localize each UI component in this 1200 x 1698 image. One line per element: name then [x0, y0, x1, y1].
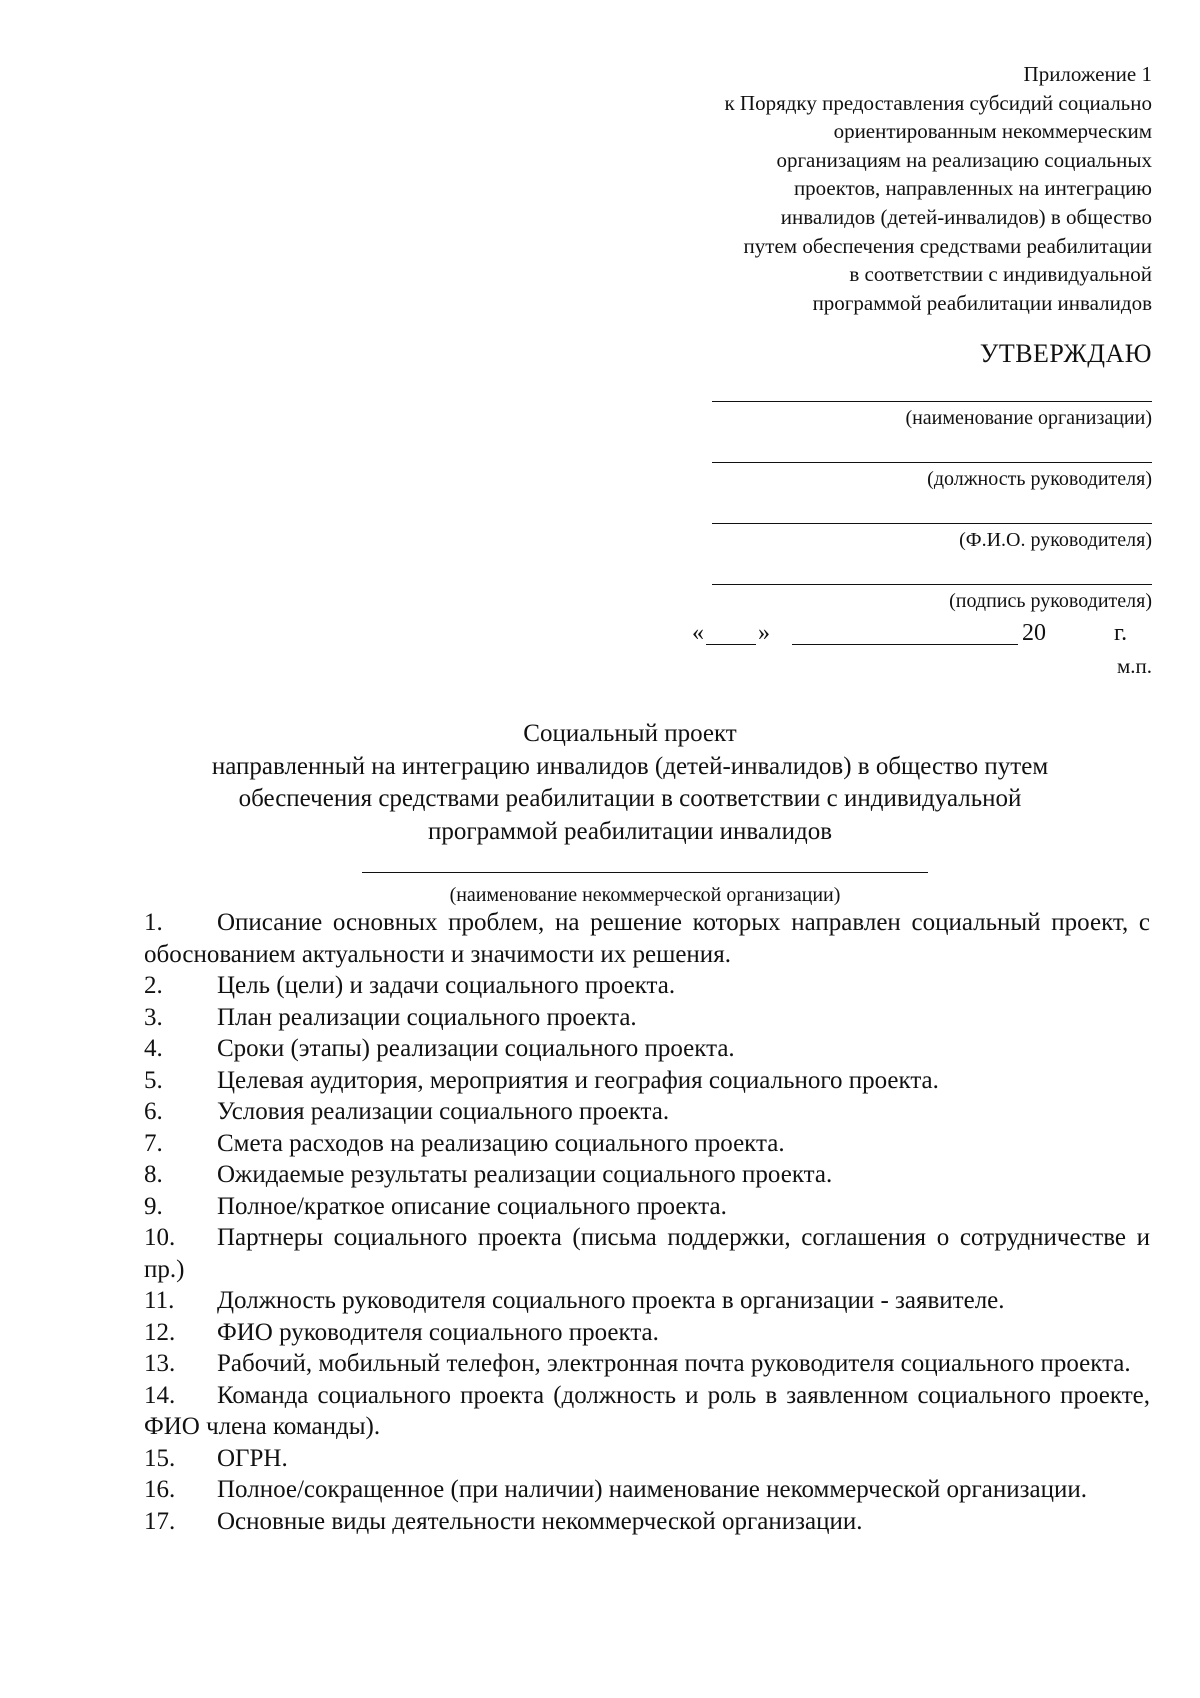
- item-text: Команда социального проекта (должность и роль в заявленном социального проекте, ФИО члена команды).: [144, 1381, 1150, 1440]
- project-title-line: программой реабилитации инвалидов: [427, 817, 833, 845]
- appendix-line: проектов, направленных на интеграцию: [793, 176, 1152, 201]
- approval-title: УТВЕРЖДАЮ: [979, 339, 1152, 368]
- item-text: ОГРН.: [217, 1444, 288, 1472]
- signature-line-position: [712, 434, 1152, 463]
- project-title-line: обеспечения средствами реабилитации в соответствии с индивидуальной: [238, 785, 1022, 812]
- project-title-line: Социальный проект: [523, 720, 737, 747]
- item-text: Полное/краткое описание социального проекта.: [217, 1192, 727, 1220]
- list-item: [144, 1065, 1150, 1097]
- item-text: Партнеры социального проекта (письма поддержки, соглашения о сотрудничестве и пр.): [144, 1224, 1150, 1283]
- appendix-header: [592, 60, 1152, 317]
- signature-line-name: [712, 495, 1152, 524]
- item-number: 3.: [144, 1003, 163, 1031]
- item-text: Должность руководителя социального проекта в организации - заявителе.: [217, 1287, 1005, 1314]
- appendix-line: ориентированным некоммерческим: [833, 119, 1152, 144]
- item-text: ФИО руководителя социального проекта.: [217, 1318, 659, 1346]
- item-text: Целевая аудитория, мероприятия и география социального проекта.: [217, 1066, 939, 1094]
- list-item: [144, 1191, 1150, 1223]
- appendix-line: в соответствии с индивидуальной: [849, 262, 1152, 287]
- item-text: Рабочий, мобильный телефон, электронная почта руководителя социального проекта.: [217, 1350, 1131, 1377]
- list-item: [144, 1222, 1150, 1285]
- list-item: [144, 1443, 1150, 1475]
- project-items-list: [144, 907, 1150, 1537]
- item-text: Основные виды деятельности некоммерческой организации.: [217, 1507, 863, 1535]
- item-number: 1.: [144, 909, 163, 936]
- head-position-label: (должность руководителя): [927, 468, 1152, 490]
- list-item: [144, 1380, 1150, 1443]
- item-number: 11.: [144, 1287, 175, 1314]
- item-number: 4.: [144, 1035, 163, 1062]
- item-number: 13.: [144, 1350, 176, 1377]
- item-text: Смета расходов на реализацию социального проекта.: [217, 1129, 785, 1157]
- approval-date-row: [692, 616, 1152, 650]
- appendix-line: организациям на реализацию социальных: [776, 147, 1152, 172]
- list-item: [144, 1096, 1150, 1128]
- item-number: 9.: [144, 1192, 163, 1220]
- item-text: План реализации социального проекта.: [217, 1003, 637, 1031]
- list-item: [144, 1159, 1150, 1191]
- item-number: 5.: [144, 1066, 163, 1094]
- list-item: [144, 1506, 1150, 1538]
- appendix-line: к Порядку предоставления субсидий социально: [724, 90, 1152, 115]
- appendix-line: программой реабилитации инвалидов: [812, 290, 1152, 315]
- item-number: 8.: [144, 1161, 163, 1188]
- list-item: [144, 1317, 1150, 1349]
- year-suffix: г.: [1114, 620, 1128, 646]
- list-item: [144, 970, 1150, 1002]
- date-close-quote: »: [758, 620, 770, 646]
- list-item: [144, 1285, 1150, 1317]
- signature-line-organization: [712, 371, 1152, 402]
- item-number: 16.: [144, 1476, 176, 1503]
- item-text: Условия реализации социального проекта.: [217, 1098, 670, 1125]
- appendix-line: путем обеспечения средствами реабилитации: [743, 233, 1152, 258]
- nonprofit-name-label: (наименование некоммерческой организации): [449, 884, 841, 906]
- organization-name-label: (наименование организации): [905, 407, 1152, 429]
- signature-line-signature: [712, 556, 1152, 585]
- list-item: [144, 1002, 1150, 1034]
- date-open-quote: «: [692, 620, 704, 646]
- list-item: [144, 1348, 1150, 1380]
- year-prefix: 20: [1022, 620, 1046, 646]
- item-text: Описание основных проблем, на решение которых направлен социальный проект, с обоснованием актуальности и значимости их решения.: [144, 909, 1150, 968]
- item-number: 12.: [144, 1318, 176, 1346]
- nonprofit-name-line: [362, 872, 928, 873]
- item-text: Цель (цели) и задачи социального проекта.: [217, 972, 676, 999]
- head-name-label: (Ф.И.О. руководителя): [959, 529, 1152, 551]
- item-text: Сроки (этапы) реализации социального проекта.: [217, 1035, 735, 1062]
- list-item: [144, 1474, 1150, 1506]
- appendix-line: Приложение 1: [1023, 62, 1152, 86]
- list-item: [144, 907, 1150, 970]
- item-text: Ожидаемые результаты реализации социального проекта.: [217, 1161, 833, 1188]
- item-text: Полное/сокращенное (при наличии) наименование некоммерческой организации.: [217, 1476, 1087, 1503]
- item-number: 15.: [144, 1444, 176, 1472]
- project-title-line: направленный на интеграцию инвалидов (детей-инвалидов) в общество путем: [211, 752, 1049, 780]
- approval-block: [692, 337, 1152, 617]
- item-number: 17.: [144, 1507, 176, 1535]
- project-title: [140, 718, 1120, 848]
- month-blank: [792, 616, 1018, 645]
- item-number: 14.: [144, 1381, 176, 1409]
- item-number: 7.: [144, 1129, 163, 1157]
- day-blank: [706, 616, 756, 645]
- stamp-place-label: м.п.: [1116, 654, 1152, 678]
- head-signature-label: (подпись руководителя): [949, 590, 1152, 612]
- item-number: 10.: [144, 1224, 176, 1251]
- appendix-line: инвалидов (детей-инвалидов) в общество: [780, 204, 1152, 229]
- item-number: 2.: [144, 972, 163, 999]
- list-item: [144, 1033, 1150, 1065]
- list-item: [144, 1128, 1150, 1160]
- item-number: 6.: [144, 1098, 163, 1125]
